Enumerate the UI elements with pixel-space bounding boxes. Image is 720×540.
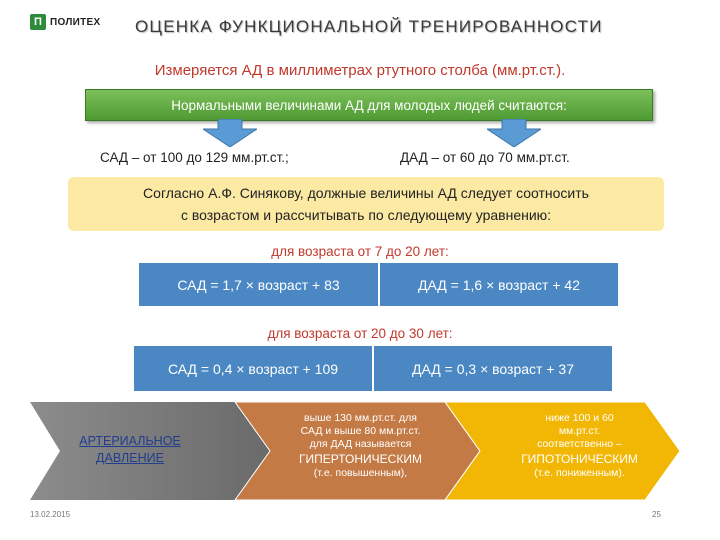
hypotension-line1: ниже 100 и 60 <box>545 412 614 424</box>
sinyakov-note <box>68 177 664 231</box>
logo-mark: П <box>30 14 46 30</box>
hypertension-term: ГИПЕРТОНИЧЕСКИМ <box>299 452 422 466</box>
sad-formula-20-30 <box>133 345 373 392</box>
sad-formula-7-20 <box>138 262 379 307</box>
sinyakov-note-line2: с возрастом и рассчитывать по следующему уравнению: <box>180 207 552 223</box>
arrow-down-left-icon <box>203 119 257 147</box>
chevron-hypotension-text <box>492 412 667 480</box>
age-range-20-30-label: для возраста от 20 до 30 лет: <box>267 326 453 341</box>
normal-values-banner <box>85 89 653 121</box>
sad-normal-range: САД – от 100 до 129 мм.рт.ст.; <box>100 150 289 165</box>
slide-date: 13.02.2015 <box>30 510 71 519</box>
chevron-pressure-line1: АРТЕРИАЛЬНОЕ <box>79 434 181 448</box>
hypertension-line5: (т.е. повышенным), <box>313 467 408 479</box>
subtitle: Измеряется АД в миллиметрах ртутного столба (мм.рт.ст.). <box>154 62 566 79</box>
chevron-hypertension-text <box>268 412 453 480</box>
dad-formula-7-20 <box>379 262 619 307</box>
hypertension-line1: выше 130 мм.рт.ст. для <box>304 412 417 424</box>
sinyakov-note-line1: Согласно А.Ф. Синякову, должные величины АД следует соотносить <box>143 185 589 201</box>
page-title: ОЦЕНКА ФУНКЦИОНАЛЬНОЙ ТРЕНИРОВАННОСТИ <box>135 17 603 36</box>
hypotension-line5: (т.е. пониженным). <box>534 467 625 479</box>
chevron-pressure-label <box>70 433 190 467</box>
sad-formula-7-20-text: САД = 1,7 × возраст + 83 <box>177 276 340 293</box>
hypertension-line2: САД и выше 80 мм.рт.ст. <box>300 425 421 437</box>
politech-logo <box>30 14 108 30</box>
logo-text: ПОЛИТЕХ <box>50 16 101 28</box>
slide-number: 25 <box>652 510 661 519</box>
arrow-down-right-icon <box>487 119 541 147</box>
hypotension-term: ГИПОТОНИЧЕСКИМ <box>521 452 638 466</box>
hypertension-line3: для ДАД называется <box>309 438 412 450</box>
normal-values-banner-text: Нормальными величинами АД для молодых людей считаются: <box>171 97 567 113</box>
dad-normal-range: ДАД – от 60 до 70 мм.рт.ст. <box>400 150 570 165</box>
dad-formula-20-30-text: ДАД = 0,3 × возраст + 37 <box>412 360 574 377</box>
dad-formula-20-30 <box>373 345 613 392</box>
age-range-7-20-label: для возраста от 7 до 20 лет: <box>271 244 449 259</box>
chevron-pressure-line2: ДАВЛЕНИЕ <box>96 451 164 465</box>
hypotension-line2: мм.рт.ст. <box>558 425 601 437</box>
hypotension-line3: соответственно – <box>537 438 622 450</box>
dad-formula-7-20-text: ДАД = 1,6 × возраст + 42 <box>418 276 580 293</box>
sad-formula-20-30-text: САД = 0,4 × возраст + 109 <box>167 360 339 377</box>
